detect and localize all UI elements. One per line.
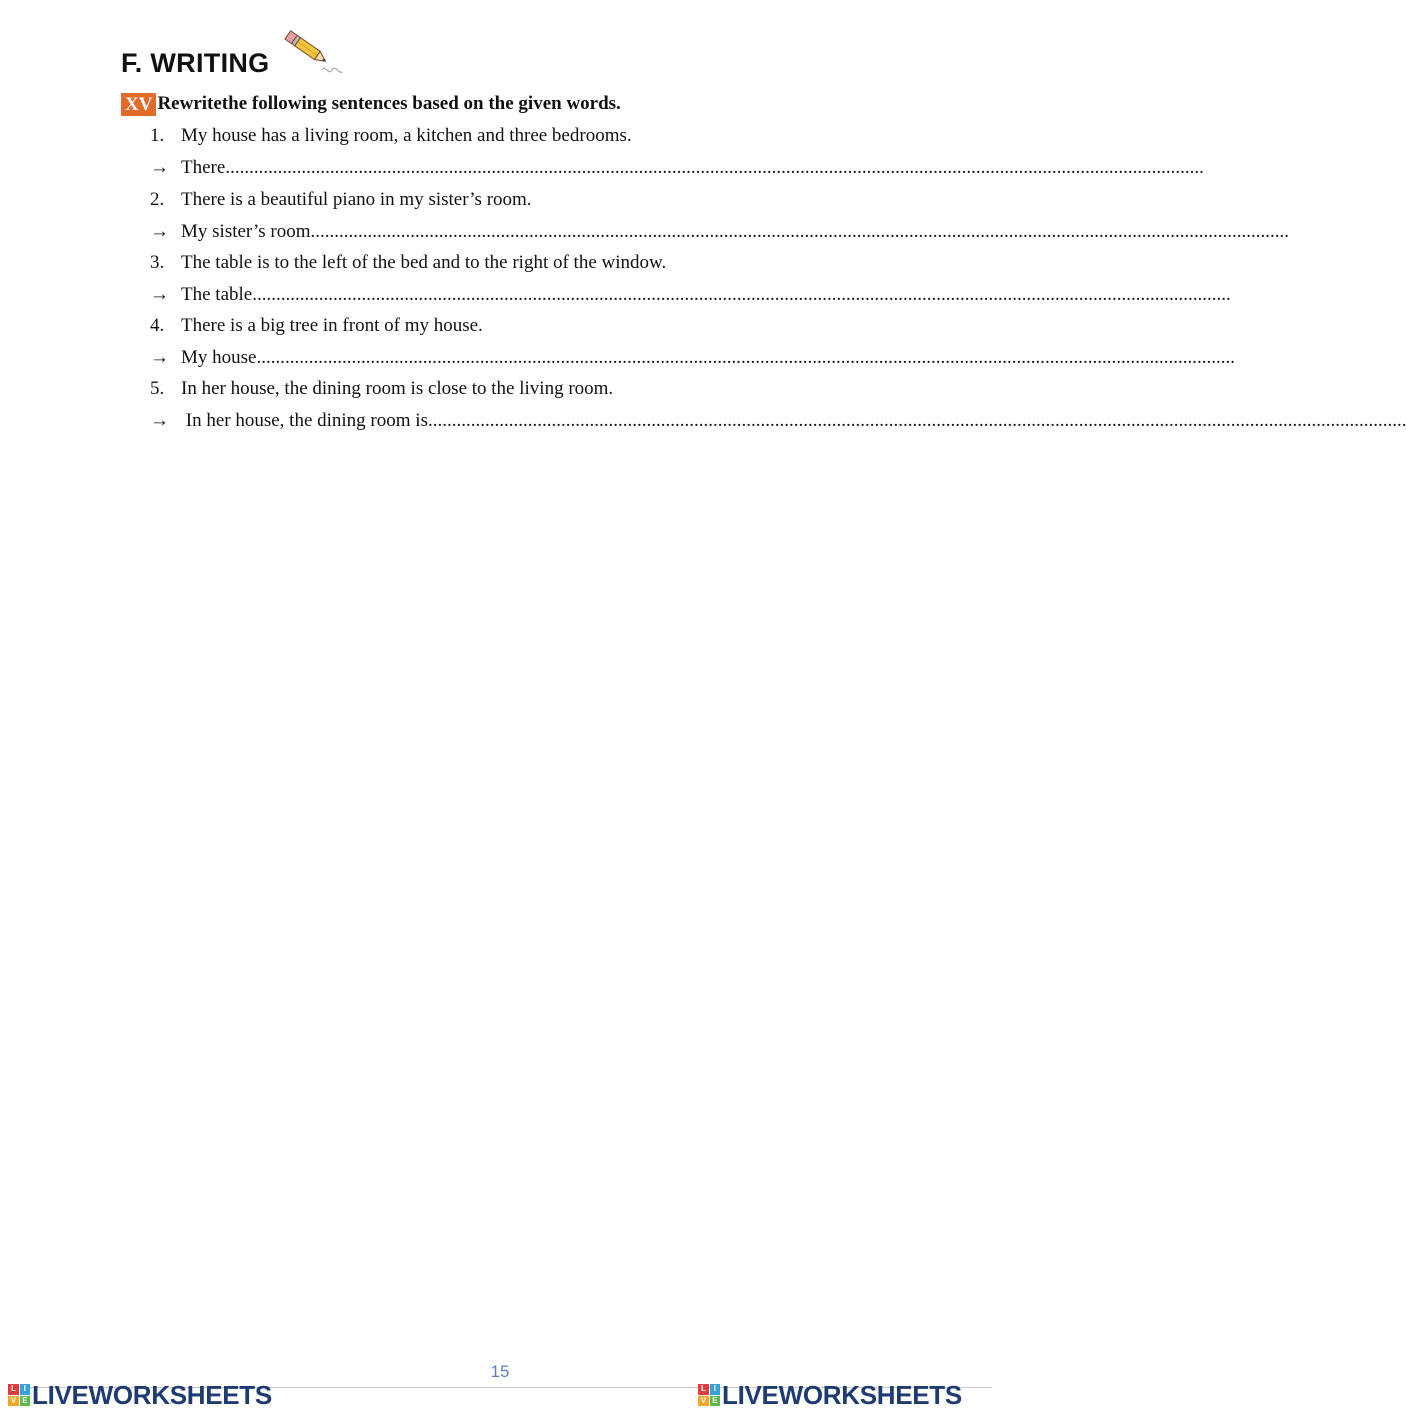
answer-blank[interactable]: .............................................................................................................................................................................................................. (225, 157, 1204, 178)
question-row (150, 313, 902, 339)
brand-logo-right (698, 1380, 962, 1410)
arrow-icon: → (150, 284, 169, 305)
liveworksheets-icon: L I V E (698, 1384, 720, 1406)
answer-blank[interactable]: .............................................................................................................................................................................................................. (427, 410, 1406, 431)
answer-row[interactable] (150, 219, 1289, 245)
question-number: 3. (150, 252, 165, 273)
liveworksheets-icon: L I V E (8, 1384, 30, 1406)
brand-name: LIVEWORKSHEETS (722, 1379, 962, 1410)
arrow-icon: → (150, 410, 169, 431)
answer-blank[interactable]: .............................................................................................................................................................................................................. (252, 284, 1231, 305)
brand-name: LIVEWORKSHEETS (32, 1379, 272, 1410)
question-row (150, 123, 902, 149)
question-number: 2. (150, 189, 165, 210)
answer-row[interactable] (150, 408, 1406, 434)
question-sentence: The table is to the left of the bed and to the right of the window. (181, 252, 667, 273)
brand-logo-left (8, 1380, 272, 1410)
answer-blank[interactable]: .............................................................................................................................................................................................................. (256, 347, 1235, 368)
exercise-header (121, 92, 621, 116)
answer-prompt: In her house, the dining room is (181, 410, 428, 431)
answer-row[interactable] (150, 155, 1204, 181)
question-row (150, 250, 902, 276)
question-row (150, 187, 902, 213)
answer-prompt: My house (181, 347, 257, 368)
pencil-icon (282, 34, 344, 78)
answer-prompt: There (181, 157, 226, 178)
question-number: 1. (150, 125, 165, 146)
question-sentence: In her house, the dining room is close to the living room. (181, 378, 614, 399)
answer-row[interactable] (150, 345, 1235, 371)
question-sentence: There is a big tree in front of my house. (181, 315, 483, 336)
section-title: F. WRITING (121, 48, 270, 78)
answer-row[interactable] (150, 282, 1231, 308)
arrow-icon: → (150, 221, 169, 242)
question-row (150, 376, 902, 402)
arrow-icon: → (150, 347, 169, 368)
question-number: 4. (150, 315, 165, 336)
question-number: 5. (150, 378, 165, 399)
answer-blank[interactable]: .............................................................................................................................................................................................................. (310, 221, 1289, 242)
question-sentence: There is a beautiful piano in my sister’s room. (181, 189, 532, 210)
answer-prompt: The table (181, 284, 253, 305)
exercise-badge: XV (121, 93, 156, 116)
page-number: 15 (490, 1362, 510, 1381)
answer-prompt: My sister’s room (181, 221, 311, 242)
exercise-instruction: Rewritethe following sentences based on the given words. (157, 93, 621, 114)
arrow-icon: → (150, 157, 169, 178)
question-sentence: My house has a living room, a kitchen and three bedrooms. (181, 125, 632, 146)
